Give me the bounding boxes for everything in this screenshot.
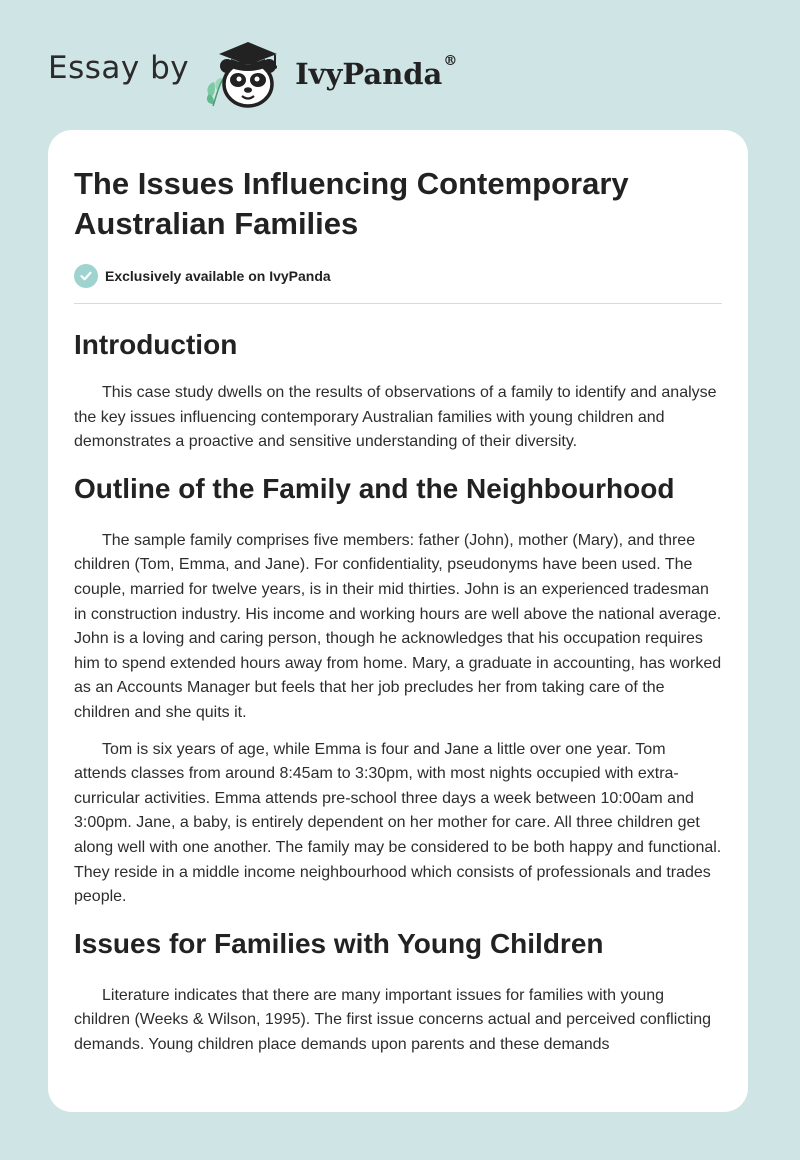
section-introduction [74,328,722,455]
registered-mark: ® [443,53,458,69]
section-heading: Introduction [74,329,238,360]
section-heading: Issues for Families with Young Children [74,927,604,959]
essay-by-label: Essay by [48,50,190,86]
section-issues [74,927,722,1058]
section-family-outline [74,472,722,910]
paragraph: This case study dwells on the results of observations of a family to identify and analyse the key issues influencing contemporary Australian families with young children and demonstrates a proactive and sensitive understanding of their diversity. [74,384,717,451]
brand-name-text: IvyPanda [295,57,443,91]
brand-header [48,32,457,112]
paragraph: Tom is six years of age, while Emma is four and Jane a little over one year. Tom attends classes from around 8:45am to 3:30pm, with most nights occupied with extra-curricular activities. Emma attends pre-school three days a week between 10:00am and 3:00pm. Jane, a baby, is entirely dependent on her mother for care. All three children get along well with one another. The family may be considered to be both happy and functional. They reside in a middle income neighbourhood which consists of professionals and trades people. [74,740,722,906]
exclusive-label: Exclusively available on IvyPanda [105,268,331,284]
section-heading: Outline of the Family and the Neighbourhood [74,472,675,504]
check-icon [74,264,98,288]
paragraph: The sample family comprises five members: father (John), mother (Mary), and three children (Tom, Emma, and Jane). For confidentiality, pseudonyms have been used. The couple, married for twelve years, is in their mid thirties. John is an experienced tradesman in construction industry. His income and working hours are well above the national average. John is a loving and caring person, though he acknowledges that his occupation requires him to spend extended hours away from home. Mary, a graduate in accounting, has worked as an Accounts Manager but feels that her job precludes her from taking care of the children and she quits it. [74,531,722,721]
panda-logo-icon [203,32,289,112]
exclusive-badge [74,264,722,288]
brand-name [295,53,458,91]
divider [74,303,722,304]
article-title: The Issues Influencing Contemporary Australian Families [74,166,629,241]
article-card [48,130,748,1112]
paragraph: Literature indicates that there are many important issues for families with young children (Weeks & Wilson, 1995). The first issue concerns actual and perceived conflicting demands. Young children place demands upon parents and these demands [74,986,712,1053]
